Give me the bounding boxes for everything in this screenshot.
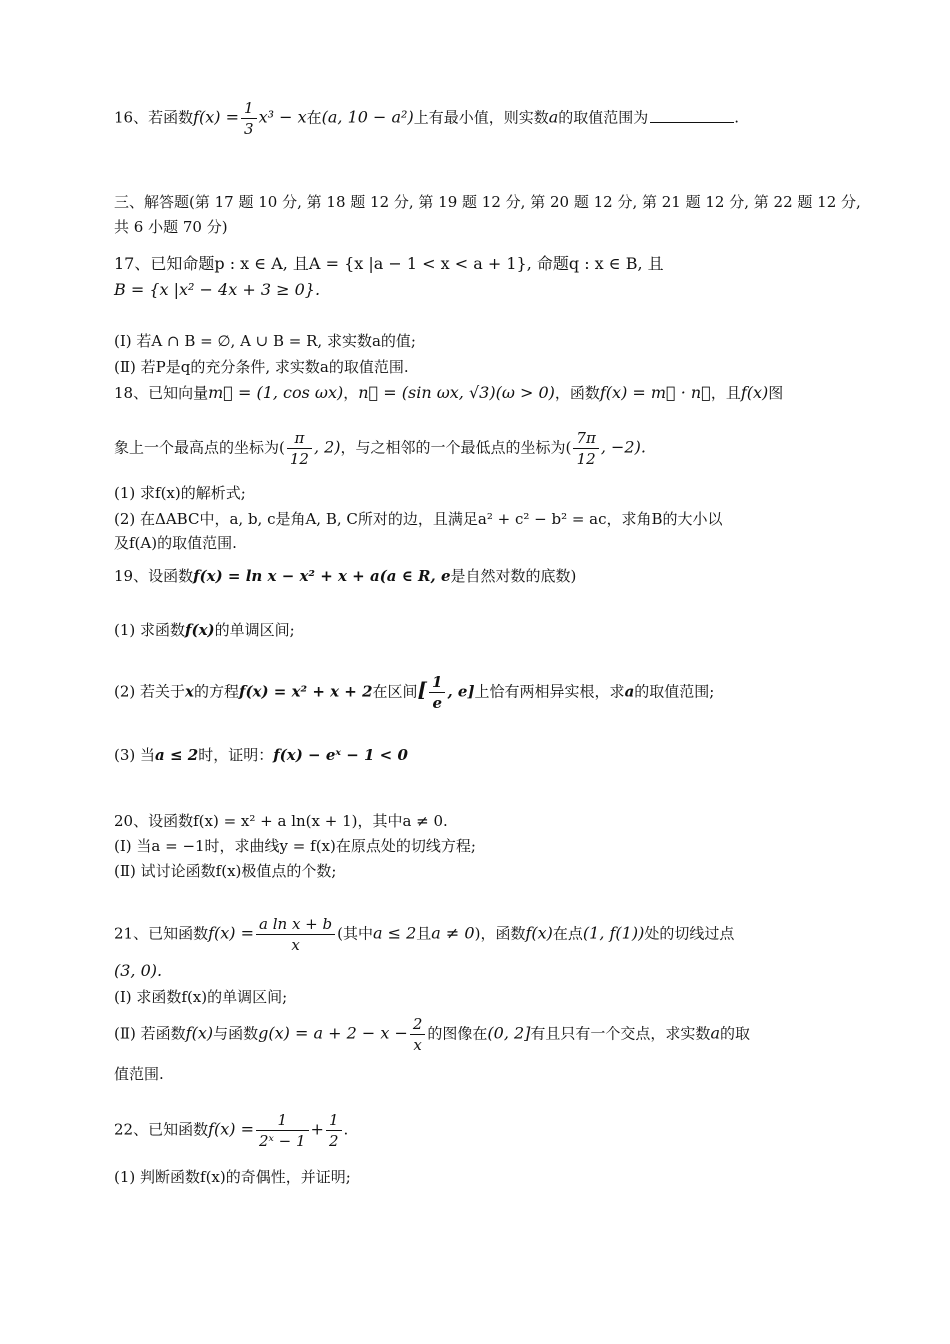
q21-p2-a: (Ⅱ) 若函数 [114,1024,186,1043]
q18-frac1-num: π [294,429,305,447]
q17-line1: 17、已知命题p : x ∈ A, 且A = {x |a − 1 < x < a + 1}, 命题q : x ∈ B, 且 [114,254,664,273]
q21-p2-g: 有且只有一个交点，求实数 [530,1024,711,1043]
q22-plus: + [310,1119,324,1139]
q18-part1: (1) 求f(x)的解析式; [114,484,246,502]
q18-vector-n: n⃗ = (sin ωx, √3)(ω > 0) [358,383,555,402]
q20-line1: 20、设函数f(x) = x² + a ln(x + 1)，其中a ≠ 0. [114,812,448,830]
q21-h: f(x) [525,923,553,943]
q21-p2-frac-num: 2 [412,1015,423,1033]
q18-function-def: f(x) = m⃗ · n⃗ [599,383,711,402]
q17-line2 [114,279,320,301]
q19-p2-frac-num: 1 [432,673,443,691]
q19-p1-c: 的单调区间; [214,621,295,639]
q22-frac1 [256,1110,309,1151]
q18-part2: (2) 在ΔABC中，a, b, c是角A, B, C所对的边，且满足a² + c² − b² = ac，求角B的大小以 [114,510,723,528]
q22-line1 [114,1110,348,1151]
q19-p2-b: 的方程 [193,682,239,701]
q21-p2-h: a [710,1023,720,1043]
q19-p1-a: (1) 求函数 [114,621,186,639]
q19-p2-a: (2) 若关于 [114,682,186,701]
q18-text-c: ， [343,384,359,402]
q19-p2-c: 在区间 [372,682,418,701]
q21-p2-i: 的取 [719,1024,750,1043]
q19-text-c: 是自然对数的底数) [450,567,577,585]
q21-part2-line2: 值范围. [114,1065,164,1083]
q19-line1 [114,565,576,587]
q17-line2-end: . [314,280,321,299]
q19-part2 [114,672,714,713]
q18-text2-b: , 2) [313,437,341,457]
q18-line2 [114,428,646,469]
q18-text2-a: 象上一个最高点的坐标为( [114,438,285,457]
q19-text-a: 19、设函数 [114,567,194,585]
q19-p1-fx: f(x) [185,621,215,639]
q17-part2: (Ⅱ) 若P是q的充分条件, 求实数a的取值范围. [114,358,409,376]
q21-j: (1, f(1)) [582,923,645,943]
q21-e: 且 [416,924,432,943]
q19-p3-b: 时，证明： [198,746,274,764]
q16-end: . [734,108,740,127]
q21-frac-num: a ln x + b [259,915,333,933]
q16-frac-den: 3 [241,118,257,139]
q18-part2b: 及f(A)的取值范围. [114,534,237,552]
q19-p2-e: 的取值范围; [634,682,715,701]
q18-frac1-den: 12 [287,448,312,469]
q21-part1: (Ⅰ) 求函数f(x)的单调区间; [114,988,288,1006]
q18-fx: f(x) [740,383,769,402]
q16-interval: (a, 10 − a²) [321,107,414,127]
q21-p2-f: (0, 2] [487,1023,531,1043]
q19-p2-x: x [185,682,194,701]
q21-p2-e: 的图像在 [427,1024,488,1043]
q16-mid1: 在 [306,108,322,127]
q19-part1 [114,619,295,641]
q17-set-b: B = {x |x² − 4x + 3 ≥ 0} [114,280,315,299]
q19-p2-bracket-l: [ [417,677,428,702]
q21-g: )，函数 [474,924,526,943]
q18-text-e: ，函数 [554,384,600,402]
q21-p2-gx: g(x) = a + 2 − x − [258,1023,408,1043]
q16-prefix: 16、若函数 [114,108,194,127]
q18-frac2-den: 12 [573,448,598,469]
q20-part2: (Ⅱ) 试讨论函数f(x)极值点的个数; [114,862,337,880]
q22-frac1-num: 1 [277,1111,288,1129]
q16-fraction [241,98,257,139]
q16-formula-lhs: f(x) = [193,107,240,127]
q19-p3-a: (3) 当 [114,746,156,764]
q21-p2-c: 与函数 [213,1024,259,1043]
q22-frac2-num: 1 [328,1111,339,1129]
q19-p3-ineq: f(x) − eˣ − 1 < 0 [273,746,408,764]
q20-part1: (Ⅰ) 当a = −1时，求曲线y = f(x)在原点处的切线方程; [114,837,476,855]
q19-p3-cond: a ≤ 2 [155,746,199,764]
q16-var: a [548,107,559,127]
q21-k: 处的切线过点 [644,924,735,943]
q21-line1 [114,914,734,955]
q21-part2 [114,1014,750,1055]
q22-fx: f(x) = [208,1119,255,1139]
q19-p2-d: 上恰有两相异实根，求 [474,682,625,701]
q21-frac-den: x [256,934,335,955]
q22-a: 22、已知函数 [114,1120,209,1139]
section-3-heading: 三、解答题(第 17 题 10 分, 第 18 题 12 分, 第 19 题 12 分, 第 20 题 12 分, 第 21 题 12 分, 第 22 题 12 分, [114,193,861,211]
q21-d: a ≤ 2 [372,923,417,943]
q18-text2-d: , −2). [600,437,646,457]
q16-suffix: 的取值范围为 [558,108,649,127]
answer-blank[interactable] [650,122,734,123]
q21-p2-frac [410,1014,426,1055]
q16-formula-rhs: x³ − x [258,107,307,127]
q18-line1 [114,382,783,404]
q19-p2-a-var: a [624,682,635,701]
q21-p2-frac-den: x [410,1034,426,1055]
q22-frac2-den: 2 [326,1130,342,1151]
q18-text-a: 18、已知向量 [114,384,209,402]
q16-frac-num: 1 [244,99,254,117]
q22-part1: (1) 判断函数f(x)的奇偶性，并证明; [114,1168,351,1186]
q19-p2-eq: f(x) = x² + x + 2 [239,682,373,701]
q19-p2-frac [429,672,445,713]
q21-fx: f(x) = [208,923,255,943]
q19-p2-bracket-r: , e] [447,682,475,701]
q19-function: f(x) = ln x − x² + x + a(a ∈ R, e [193,567,451,585]
q18-text-i: 图 [768,384,784,402]
q19-p2-frac-den: e [429,692,445,713]
q19-part3 [114,744,408,766]
q21-line2: (3, 0). [114,961,163,980]
q17-part1: (Ⅰ) 若A ∩ B = ∅, A ∪ B = R, 求实数a的值; [114,332,416,350]
q18-frac2-num: 7π [576,429,596,447]
q18-frac2 [573,428,598,469]
q22-frac1-den: 2ˣ − 1 [256,1130,309,1151]
q18-frac1 [287,428,312,469]
q18-text2-c: ，与之相邻的一个最低点的坐标为( [340,438,572,457]
q16-line [114,98,739,139]
q22-frac2 [326,1110,342,1151]
q18-vector-m: m⃗ = (1, cos ωx) [208,383,344,402]
q22-end: . [343,1120,349,1139]
section-3-heading-cont: 共 6 小题 70 分) [114,218,228,236]
q21-f: a ≠ 0 [431,923,475,943]
q16-mid2: 上有最小值，则实数 [413,108,549,127]
q21-i: 在点 [552,924,583,943]
q21-frac [256,914,335,955]
q18-text-g: ，且 [710,384,741,402]
q21-c: (其中 [337,924,373,943]
q21-p2-fx: f(x) [185,1023,214,1043]
q21-a: 21、已知函数 [114,924,209,943]
